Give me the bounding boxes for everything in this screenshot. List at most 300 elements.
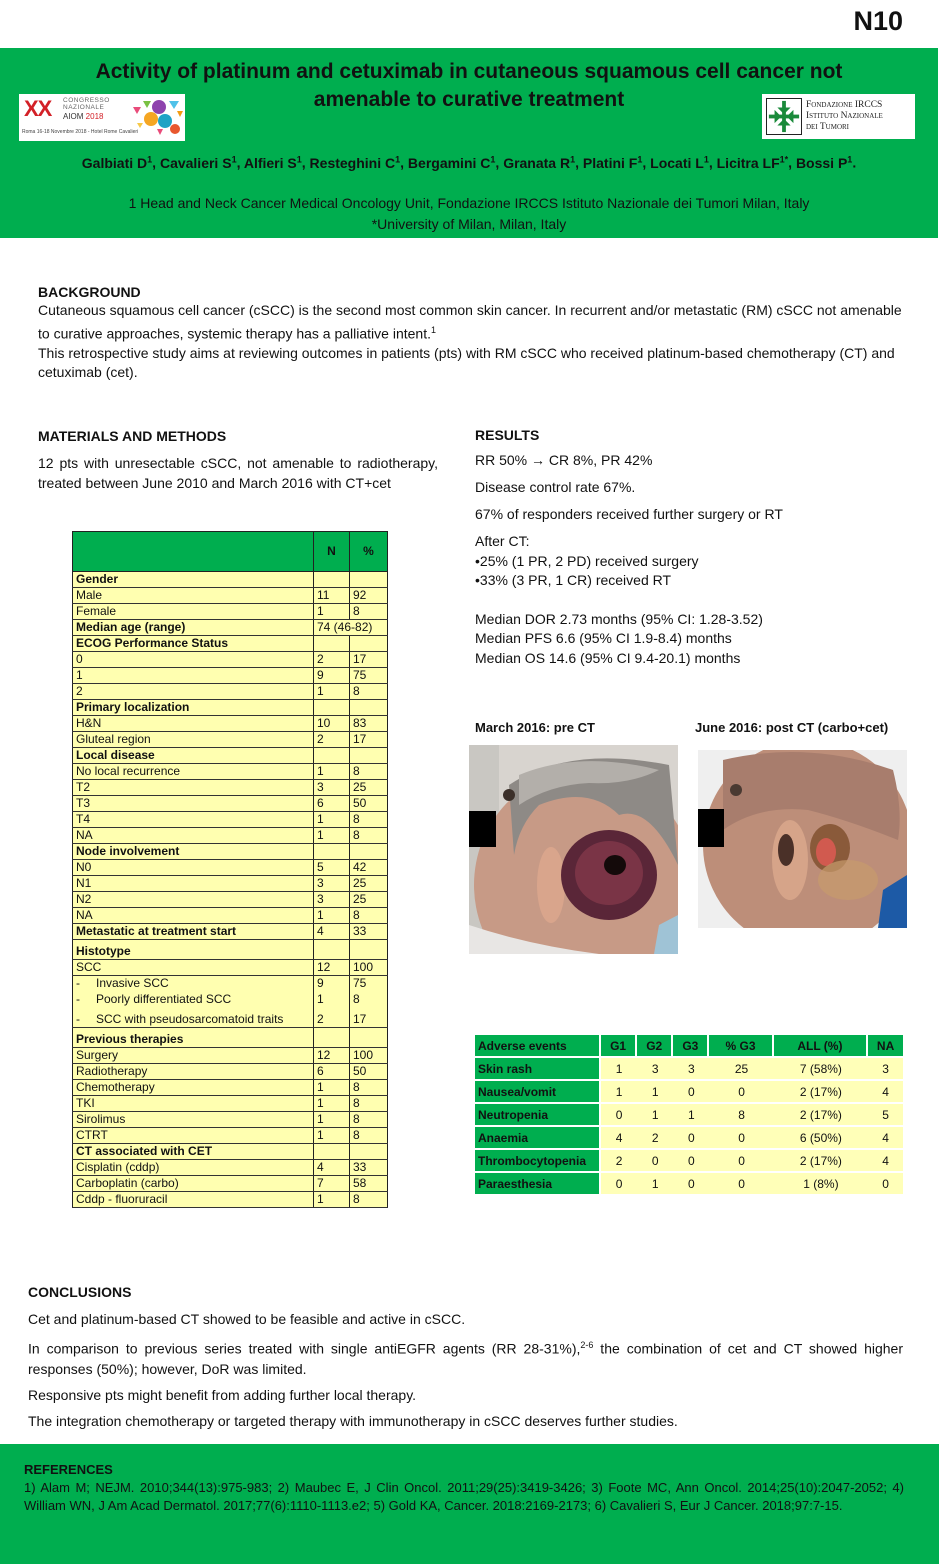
demographics-n: 1 [314, 1192, 350, 1208]
demographics-label-text: 2 [76, 684, 83, 698]
demographics-row [73, 1008, 388, 1028]
demographics-label [73, 1128, 314, 1144]
demographics-n [314, 748, 350, 764]
results-after-ct [475, 532, 915, 591]
adverse-event-value: 2 (17%) [774, 1104, 869, 1127]
demographics-label-text: 0 [76, 652, 83, 666]
demographics-label-text: Carboplatin (carbo) [76, 1176, 179, 1190]
demographics-label-text: Metastatic at treatment start [76, 924, 237, 938]
adverse-event-value: 3 [637, 1058, 673, 1081]
int-milano-logo [762, 94, 915, 139]
logo-year: 2018 [85, 112, 104, 121]
background-citation: 1 [430, 324, 436, 335]
author-affiliation-mark: 1 [296, 154, 302, 164]
int-line-1: Fondazione IRCCS [806, 100, 883, 110]
pre-ct-photo [469, 745, 678, 954]
demographics-row [73, 1080, 388, 1096]
demographics-label-text: Node involvement [76, 844, 180, 858]
demographics-label-text: T4 [76, 812, 91, 826]
adverse-event-value: 2 (17%) [774, 1081, 869, 1104]
demographics-label [73, 1192, 314, 1208]
title-line-2: amenable to curative treatment [313, 88, 625, 111]
demographics-pct [350, 940, 388, 960]
demographics-row [73, 780, 388, 796]
affiliation-1: 1 Head and Neck Cancer Medical Oncology Unit, Fondazione IRCCS Istituto Nazionale dei Tumori Milan, Italy [128, 195, 810, 211]
demographics-n: 1 [314, 1112, 350, 1128]
ae-header-na: NA [868, 1035, 903, 1058]
demographics-row [73, 716, 388, 732]
background-p1 [38, 301, 908, 344]
adverse-event-value: 5 [868, 1104, 903, 1127]
demographics-label [73, 716, 314, 732]
logo-line-1: CONGRESSO [63, 97, 110, 104]
demographics-n: 4 [314, 924, 350, 940]
demographics-label [73, 812, 314, 828]
author-affiliation-mark: 1* [779, 154, 789, 164]
demographics-header-label [73, 532, 314, 572]
demographics-row [73, 700, 388, 716]
demographics-n: 2 [314, 1008, 350, 1028]
demographics-pct: 92 [350, 588, 388, 604]
demographics-label [73, 924, 314, 940]
references-heading: REFERENCES [24, 1462, 113, 1477]
demographics-n: 5 [314, 860, 350, 876]
author-name: Alfieri S [243, 154, 297, 171]
demographics-pct: 58 [350, 1176, 388, 1192]
demographics-pct: 8 [350, 604, 388, 620]
demographics-label-text: No local recurrence [76, 764, 181, 778]
demographics-row [73, 992, 388, 1008]
background-section [38, 284, 908, 383]
ae-header-g2: G2 [637, 1035, 673, 1058]
logo-graphic-icon [129, 97, 183, 137]
demographics-row [73, 668, 388, 684]
logo-numeral: XX [24, 96, 52, 121]
demographics-label-text: SCC with pseudosarcomatoid traits [96, 1012, 284, 1026]
ae-header-pct-g3: % G3 [709, 1035, 773, 1058]
adverse-event-row [475, 1127, 903, 1150]
demographics-label-text: Median age (range) [76, 620, 186, 634]
demographics-n [314, 700, 350, 716]
conclusion-1: Cet and platinum-based CT showed to be feasible and active in cSCC. [28, 1311, 466, 1327]
adverse-event-value: 3 [868, 1058, 903, 1081]
author [717, 155, 789, 171]
int-line-2: Istituto Nazionale [806, 111, 883, 121]
demographics-row [73, 748, 388, 764]
median-dor: Median DOR 2.73 months (95% CI: 1.28-3.52) [475, 610, 763, 627]
demographics-pct: 8 [350, 1096, 388, 1112]
demographics-row [73, 908, 388, 924]
results-responders: 67% of responders received further surgery or RT [475, 506, 783, 522]
demographics-pct: 33 [350, 924, 388, 940]
adverse-event-value: 0 [709, 1127, 773, 1150]
demographics-n: 12 [314, 960, 350, 976]
demographics-n: 1 [314, 1128, 350, 1144]
demographics-merged-value: 74 (46-82) [314, 620, 388, 636]
int-name [806, 100, 883, 133]
author [82, 155, 152, 171]
post-ct-caption: June 2016: post CT (carbo+cet) [695, 720, 889, 735]
privacy-redaction-box [469, 811, 496, 847]
poster-code: N10 [853, 6, 903, 36]
background-heading: BACKGROUND [38, 284, 141, 300]
demographics-pct [350, 700, 388, 716]
demographics-row [73, 636, 388, 652]
demographics-n: 1 [314, 812, 350, 828]
demographics-label-text: 1 [76, 668, 83, 682]
methods-section [38, 428, 438, 493]
demographics-label-text: Chemotherapy [76, 1080, 155, 1094]
methods-heading: MATERIALS AND METHODS [38, 428, 227, 444]
demographics-row [73, 940, 388, 960]
demographics-label [73, 684, 314, 700]
demographics-pct [350, 636, 388, 652]
demographics-pct: 17 [350, 1008, 388, 1028]
demographics-pct: 8 [350, 1080, 388, 1096]
logo-aiom: AIOM [63, 112, 86, 121]
logo-line-2: NAZIONALE [63, 104, 105, 111]
demographics-row [73, 620, 388, 636]
conclusion-2 [28, 1335, 903, 1379]
author-name: Cavalieri S [159, 154, 232, 171]
demographics-row [73, 828, 388, 844]
adverse-event-value: 4 [868, 1150, 903, 1173]
demographics-row [73, 976, 388, 992]
author [583, 155, 642, 171]
ae-header-all: ALL (%) [774, 1035, 869, 1058]
demographics-label [73, 828, 314, 844]
conclusion-2-part-a: In comparison to previous series treated with single antiEGFR agents (RR 28-31%), [28, 1340, 581, 1357]
demographics-pct: 33 [350, 1160, 388, 1176]
affiliations [0, 193, 938, 235]
demographics-row [73, 604, 388, 620]
demographics-label [73, 976, 314, 992]
demographics-row [73, 1064, 388, 1080]
author-affiliation-mark: 1 [490, 154, 496, 164]
demographics-label-text: N2 [76, 892, 92, 906]
demographics-pct: 8 [350, 992, 388, 1008]
demographics-label-text: H&N [76, 716, 102, 730]
adverse-events-header-row [475, 1035, 903, 1058]
demographics-row [73, 572, 388, 588]
adverse-event-value: 0 [673, 1150, 709, 1173]
author-affiliation-mark: 1 [703, 154, 709, 164]
author-affiliation-mark: 1 [147, 154, 153, 164]
demographics-table [72, 531, 388, 1208]
demographics-pct: 83 [350, 716, 388, 732]
demographics-label [73, 876, 314, 892]
results-survival [475, 610, 915, 669]
author-name: Galbiati D [81, 154, 148, 171]
demographics-header-row [73, 532, 388, 572]
adverse-event-value: 1 [673, 1104, 709, 1127]
demographics-pct [350, 1144, 388, 1160]
author [160, 155, 237, 171]
demographics-label [73, 844, 314, 860]
adverse-event-value: 0 [673, 1081, 709, 1104]
demographics-label-text: NA [76, 908, 93, 922]
references-section [0, 1444, 939, 1564]
demographics-label-text: CTRT [76, 1128, 108, 1142]
demographics-n: 1 [314, 684, 350, 700]
after-ct-rt: •33% (3 PR, 1 CR) received RT [475, 572, 672, 588]
demographics-pct: 8 [350, 764, 388, 780]
author-affiliation-mark: 1 [637, 154, 643, 164]
adverse-event-value: 0 [601, 1173, 637, 1196]
adverse-event-value: 4 [868, 1081, 903, 1104]
demographics-row [73, 732, 388, 748]
demographics-row [73, 924, 388, 940]
adverse-event-name: Paraesthesia [475, 1173, 601, 1196]
ae-header-g1: G1 [601, 1035, 637, 1058]
demographics-row [73, 588, 388, 604]
demographics-label-text: N1 [76, 876, 92, 890]
adverse-event-name: Thrombocytopenia [475, 1150, 601, 1173]
adverse-event-name: Nausea/vomit [475, 1081, 601, 1104]
demographics-n: 1 [314, 908, 350, 924]
demographics-pct: 8 [350, 908, 388, 924]
adverse-event-value: 7 (58%) [774, 1058, 869, 1081]
adverse-event-value: 8 [709, 1104, 773, 1127]
demographics-row [73, 1096, 388, 1112]
demographics-label [73, 796, 314, 812]
demographics-row [73, 960, 388, 976]
author [796, 155, 852, 171]
demographics-pct: 8 [350, 684, 388, 700]
adverse-event-value: 1 [601, 1081, 637, 1104]
demographics-n: 3 [314, 876, 350, 892]
author-name: Granata R [503, 154, 571, 171]
adverse-event-value: 0 [601, 1104, 637, 1127]
pre-ct-photo-image [469, 745, 678, 954]
demographics-label-text: TKI [76, 1096, 95, 1110]
demographics-n: 1 [314, 764, 350, 780]
demographics-n [314, 844, 350, 860]
demographics-pct: 8 [350, 1192, 388, 1208]
int-line-3: dei Tumori [806, 122, 850, 132]
demographics-n [314, 1144, 350, 1160]
author [503, 155, 575, 171]
demographics-label [73, 960, 314, 976]
int-arrows-icon [766, 98, 802, 135]
author [408, 155, 495, 171]
demographics-n [314, 572, 350, 588]
demographics-n: 6 [314, 796, 350, 812]
adverse-event-value: 6 (50%) [774, 1127, 869, 1150]
author-name: Platini F [582, 154, 638, 171]
demographics-label-text: Invasive SCC [96, 976, 169, 990]
aiom-congress-logo [19, 94, 185, 141]
demographics-n: 2 [314, 732, 350, 748]
conclusions-section [28, 1284, 903, 1437]
adverse-event-value: 25 [709, 1058, 773, 1081]
demographics-n [314, 1028, 350, 1048]
adverse-event-value: 0 [673, 1127, 709, 1150]
demographics-label-text: Cisplatin (cddp) [76, 1160, 160, 1174]
adverse-event-value: 0 [709, 1173, 773, 1196]
references-text: 1) Alam M; NEJM. 2010;344(13):975-983; 2) Maubec E, J Clin Oncol. 2011;29(25):3419-3426; 3) Foote MC, Ann Oncol. 2014;25(10):2047-2052; 4) William WN, J Am Acad Dermatol. 2017;77(6):1110-1113.e2; 5) Gold KA, Cancer. 2018:2169-2173; 6) Cavalieri S, Eur J Cancer. 2018;97:7-15. [24, 1480, 904, 1513]
post-ct-photo-image [698, 750, 907, 928]
demographics-row [73, 892, 388, 908]
adverse-event-value: 1 [637, 1173, 673, 1196]
author [650, 155, 709, 171]
demographics-pct [350, 1028, 388, 1048]
title-line-1: Activity of platinum and cetuximab in cutaneous squamous cell cancer not [95, 60, 843, 83]
demographics-label [73, 1080, 314, 1096]
demographics-label-text: Histotype [76, 944, 131, 958]
demographics-pct: 75 [350, 668, 388, 684]
adverse-event-value: 1 [637, 1104, 673, 1127]
demographics-row [73, 1112, 388, 1128]
conclusion-2-part-b: the combination of cet and CT showed higher responses (50%); however, DoR was limited. [28, 1340, 904, 1377]
demographics-label [73, 780, 314, 796]
demographics-n: 10 [314, 716, 350, 732]
demographics-label [73, 620, 314, 636]
adverse-event-value: 0 [673, 1173, 709, 1196]
demographics-pct: 8 [350, 1128, 388, 1144]
adverse-events-table [475, 1035, 903, 1196]
author [310, 155, 401, 171]
after-ct-label: After CT: [475, 533, 530, 549]
demographics-pct: 100 [350, 1048, 388, 1064]
demographics-label-text: Previous therapies [76, 1032, 184, 1046]
pre-ct-caption: March 2016: pre CT [475, 720, 595, 735]
demographics-n: 1 [314, 828, 350, 844]
results-response-rate: RR 50% → CR 8%, PR 42% [475, 452, 653, 468]
demographics-row [73, 796, 388, 812]
demographics-label-text: Surgery [76, 1048, 119, 1062]
demographics-label-text: T2 [76, 780, 91, 794]
demographics-pct: 75 [350, 976, 388, 992]
demographics-label [73, 1176, 314, 1192]
demographics-label [73, 748, 314, 764]
adverse-event-value: 1 [601, 1058, 637, 1081]
demographics-row [73, 844, 388, 860]
demographics-row [73, 1128, 388, 1144]
demographics-row [73, 860, 388, 876]
adverse-event-value: 0 [709, 1081, 773, 1104]
results-heading: RESULTS [475, 427, 540, 443]
after-ct-surgery: •25% (1 PR, 2 PD) received surgery [475, 552, 699, 569]
adverse-event-value: 3 [673, 1058, 709, 1081]
adverse-event-name: Skin rash [475, 1058, 601, 1081]
demographics-label [73, 1048, 314, 1064]
demographics-n: 12 [314, 1048, 350, 1064]
demographics-pct [350, 844, 388, 860]
demographics-label [73, 940, 314, 960]
demographics-label-text: NA [76, 828, 93, 842]
demographics-label-text: Sirolimus [76, 1112, 126, 1126]
demographics-pct: 25 [350, 876, 388, 892]
ae-header-event: Adverse events [475, 1035, 601, 1058]
adverse-event-row [475, 1081, 903, 1104]
affiliation-2: *University of Milan, Milan, Italy [371, 216, 567, 232]
adverse-event-value: 1 (8%) [774, 1173, 869, 1196]
demographics-label [73, 860, 314, 876]
results-section [475, 427, 915, 668]
adverse-event-row [475, 1173, 903, 1196]
author-name: Bossi P [795, 154, 848, 171]
author-affiliation-mark: 1 [847, 154, 853, 164]
adverse-event-name: Anaemia [475, 1127, 601, 1150]
demographics-pct: 8 [350, 1112, 388, 1128]
median-os: Median OS 14.6 (95% CI 9.4-20.1) months [475, 649, 741, 666]
demographics-label [73, 636, 314, 652]
demographics-row [73, 1028, 388, 1048]
demographics-n: 7 [314, 1176, 350, 1192]
adverse-event-name: Neutropenia [475, 1104, 601, 1127]
demographics-label [73, 1064, 314, 1080]
background-p1-text: Cutaneous squamous cell cancer (cSCC) is the second most common skin cancer. In recurrent and/or metastatic (RM) cSCC not amenable to curative approaches, systemic therapy has a palliative intent. [38, 302, 902, 342]
demographics-label [73, 1160, 314, 1176]
demographics-label [73, 1008, 314, 1028]
demographics-label-text: Cddp - fluoruracil [76, 1192, 168, 1206]
demographics-n [314, 636, 350, 652]
logo-aiom-text [63, 112, 103, 121]
demographics-n: 9 [314, 976, 350, 992]
demographics-n: 1 [314, 1096, 350, 1112]
conclusion-2-citation: 2-6 [580, 1340, 594, 1350]
demographics-row [73, 684, 388, 700]
demographics-label [73, 572, 314, 588]
demographics-pct: 42 [350, 860, 388, 876]
demographics-label-text: Poorly differentiated SCC [96, 992, 232, 1006]
demographics-label [73, 652, 314, 668]
results-disease-control: Disease control rate 67%. [475, 479, 636, 495]
demographics-pct: 25 [350, 780, 388, 796]
demographics-label [73, 764, 314, 780]
demographics-label-text: Gender [76, 572, 119, 586]
demographics-label-text: ECOG Performance Status [76, 636, 229, 650]
sub-item-dash: - [76, 976, 80, 990]
post-ct-photo [698, 750, 907, 928]
demographics-pct: 17 [350, 652, 388, 668]
demographics-pct [350, 572, 388, 588]
demographics-label [73, 908, 314, 924]
demographics-n: 1 [314, 992, 350, 1008]
demographics-header-n: N [314, 532, 350, 572]
adverse-event-value: 2 [601, 1150, 637, 1173]
background-p2: This retrospective study aims at reviewing outcomes in patients (pts) with RM cSCC who received platinum-based chemotherapy (CT) and cetuximab (cet). [38, 344, 895, 381]
demographics-row [73, 652, 388, 668]
demographics-label [73, 732, 314, 748]
demographics-label-text: Radiotherapy [76, 1064, 148, 1078]
demographics-label [73, 1096, 314, 1112]
demographics-n: 1 [314, 604, 350, 620]
demographics-label-text: Gluteal region [76, 732, 151, 746]
author-affiliation-mark: 1 [570, 154, 576, 164]
demographics-label [73, 1144, 314, 1160]
adverse-event-row [475, 1058, 903, 1081]
demographics-row [73, 1192, 388, 1208]
demographics-pct: 17 [350, 732, 388, 748]
adverse-event-row [475, 1104, 903, 1127]
conclusion-3: Responsive pts might benefit from adding further local therapy. [28, 1386, 417, 1403]
demographics-label [73, 588, 314, 604]
demographics-row [73, 1048, 388, 1064]
demographics-pct [350, 748, 388, 764]
sub-item-dash: - [76, 992, 80, 1006]
demographics-label [73, 700, 314, 716]
ae-header-g3: G3 [673, 1035, 709, 1058]
author-name: Locati L [650, 154, 704, 171]
demographics-label-text: N0 [76, 860, 92, 874]
demographics-label [73, 604, 314, 620]
demographics-n: 2 [314, 652, 350, 668]
conclusion-4: The integration chemotherapy or targeted therapy with immunotherapy in cSCC deserves further studies. [28, 1412, 678, 1429]
author-list: Galbiati $D^1$, Cavalieri $S^1$, Alfieri $S^1$, Resteghini $C^1$, Bergamini $C^1$, Granata $R^1$, Platini $F^1$, Locati $L^1$, Licitra $LF^{1*}$, Bossi $P^1$. [81, 154, 857, 171]
adverse-event-value: 1 [637, 1081, 673, 1104]
